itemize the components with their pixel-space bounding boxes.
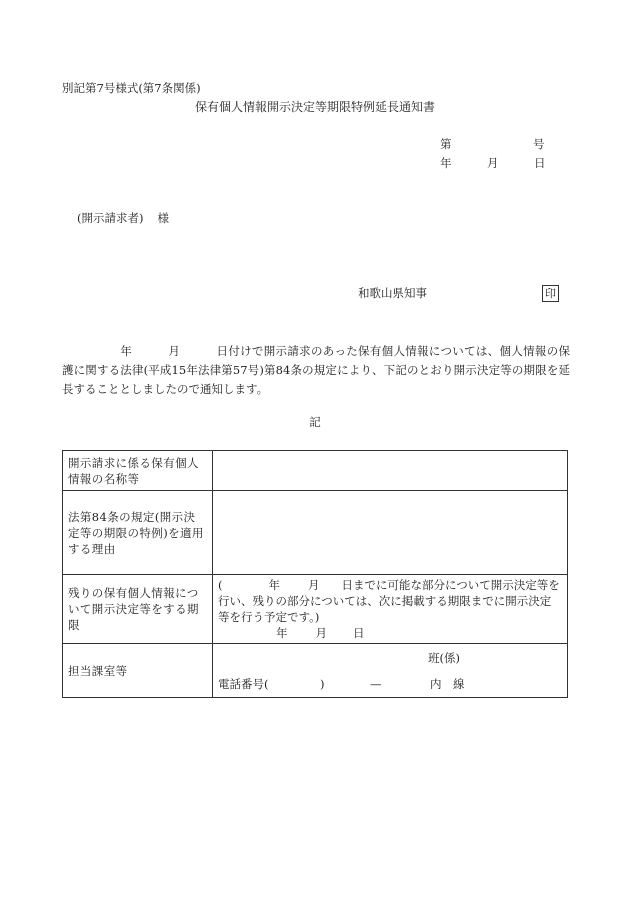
table-row — [63, 575, 568, 644]
dept-section: 班(係) — [428, 650, 460, 665]
addressee-name: (開示請求者) — [77, 211, 144, 225]
body-text: 日付けで開示請求のあった保有個人情報については、個人情報の保護に関する法律(平成15年法律第57号)第84条の規定により、下記のとおり開示決定等の期限を延長することとしましたので通知します。 — [62, 344, 570, 396]
details-table — [62, 450, 568, 698]
open-paren: ( — [218, 578, 223, 592]
info-name-field[interactable] — [213, 451, 568, 491]
phone-close-paren: ) — [320, 676, 325, 691]
phone-dash: — — [370, 676, 382, 691]
deadline-year: 年 — [276, 626, 288, 640]
deadline-note-text: 日までに可能な部分について開示決定等を行い、残りの部分については、次に掲載する期限までに開示決定等を行う予定です。) — [218, 578, 560, 624]
deadline-note — [218, 577, 562, 625]
row-label-department: 担当課室等 — [63, 644, 213, 698]
reason-field[interactable] — [213, 491, 568, 575]
department-field[interactable] — [213, 644, 568, 698]
sender-name: 和歌山県知事 — [358, 286, 427, 300]
table-row — [63, 644, 568, 698]
seal-mark: 印 — [542, 285, 559, 302]
row-label-info-name: 開示請求に係る保有個人情報の名称等 — [63, 451, 213, 491]
ki-heading: 記 — [309, 415, 321, 429]
addressee-honorific: 様 — [157, 211, 169, 225]
notice-body — [62, 342, 570, 399]
row-label-reason: 法第84条の規定(開示決定等の期限の特例)を適用する理由 — [63, 491, 213, 575]
document-number-suffix: 号 — [533, 137, 545, 151]
deadline-month: 月 — [315, 626, 327, 640]
addressee — [77, 213, 169, 225]
deadline-field[interactable] — [213, 575, 568, 644]
document-number-prefix: 第 — [440, 137, 452, 151]
row-label-deadline: 残りの保有個人情報について開示決定等をする期限 — [63, 575, 213, 644]
date-month: 月 — [487, 156, 499, 170]
body-month: 月 — [168, 344, 181, 358]
note-month: 月 — [308, 578, 320, 592]
note-year: 年 — [268, 578, 280, 592]
document-title: 保有個人情報開示決定等期限特例延長通知書 — [194, 100, 435, 114]
date-year: 年 — [440, 156, 452, 170]
extension-label: 内 線 — [430, 676, 465, 691]
table-row — [63, 491, 568, 575]
form-identifier: 別記第7号様式(第7条関係) — [62, 81, 201, 95]
deadline-date — [218, 625, 562, 641]
body-year: 年 — [120, 344, 133, 358]
phone-label: 電話番号( — [218, 676, 269, 691]
phone-line — [218, 676, 562, 692]
date-day: 日 — [534, 156, 546, 170]
table-row — [63, 451, 568, 491]
deadline-day: 日 — [353, 626, 365, 640]
